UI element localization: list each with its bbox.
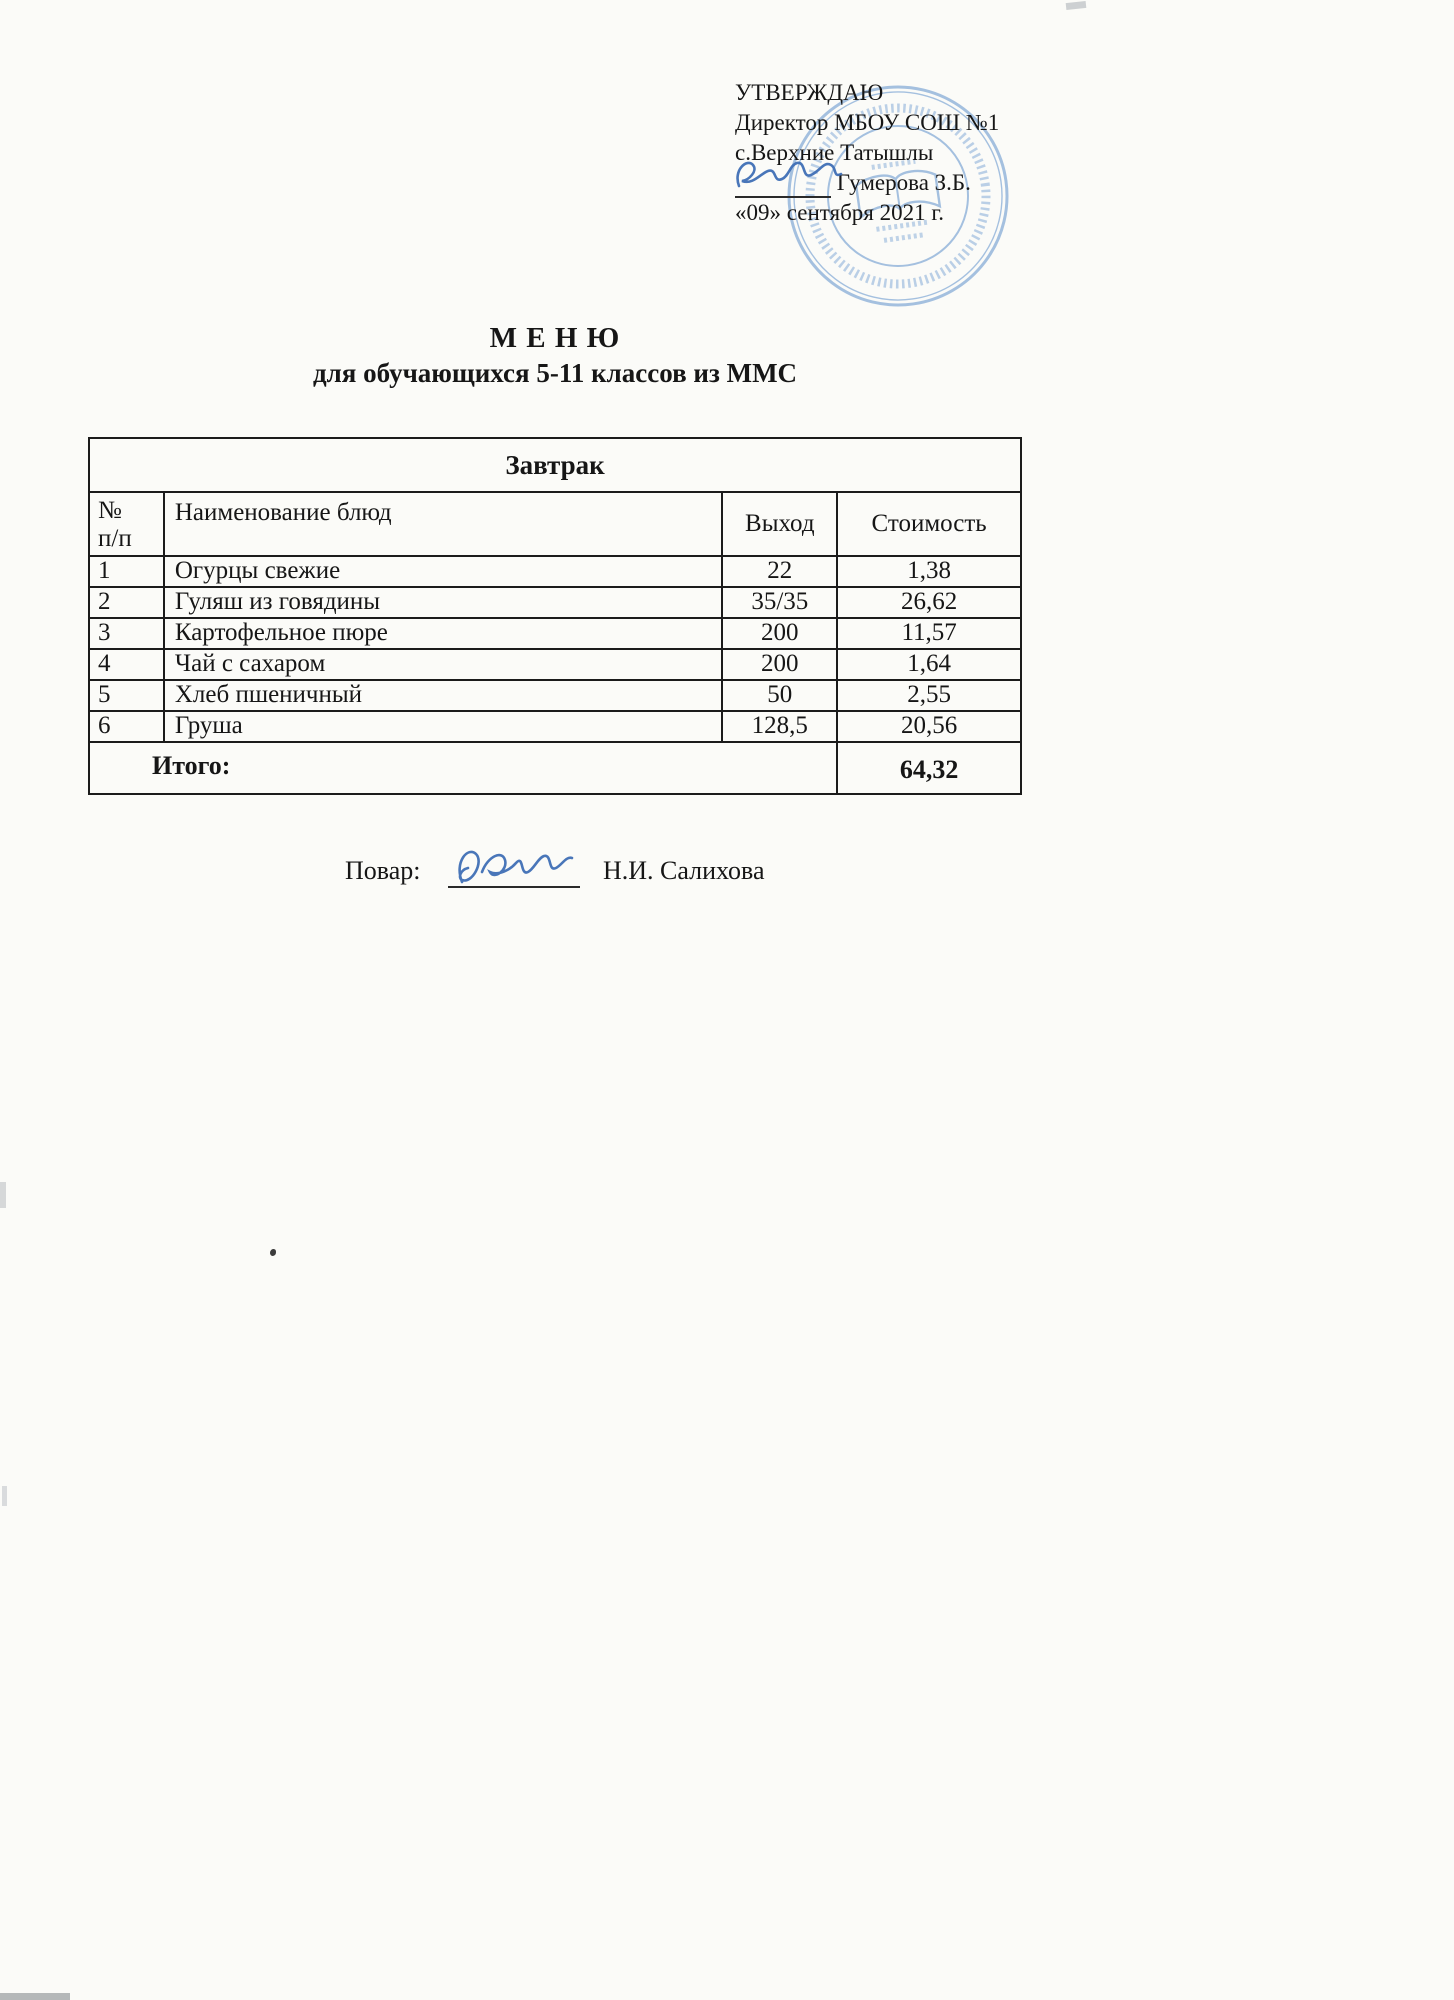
cell-out: 128,5 — [722, 711, 837, 742]
scan-artifact — [1066, 1, 1087, 10]
cook-signature-line — [88, 848, 1022, 896]
col-header-num-line1: № — [98, 497, 122, 524]
table-row — [89, 649, 1021, 680]
approval-signer-name: Гумерова З.Б. — [836, 170, 971, 195]
cell-num: 1 — [89, 556, 164, 587]
total-value: 64,32 — [837, 742, 1021, 794]
col-header-out: Выход — [722, 492, 837, 556]
table-row — [89, 556, 1021, 587]
column-header-row — [89, 492, 1021, 556]
cell-name: Хлеб пшеничный — [164, 680, 723, 711]
meal-header-row — [89, 438, 1021, 492]
table-row — [89, 587, 1021, 618]
approval-title: УТВЕРЖДАЮ — [735, 80, 884, 105]
meal-header-cell: Завтрак — [89, 438, 1021, 492]
cell-cost: 2,55 — [837, 680, 1021, 711]
cell-cost: 20,56 — [837, 711, 1021, 742]
menu-subtitle: для обучающихся 5-11 классов из ММС — [312, 358, 798, 388]
scan-artifact — [0, 1993, 70, 2000]
col-header-num-line2: п/п — [98, 525, 132, 552]
cell-num: 3 — [89, 618, 164, 649]
cell-out: 200 — [722, 618, 837, 649]
table-row — [89, 680, 1021, 711]
cell-num: 2 — [89, 587, 164, 618]
col-header-name: Наименование блюд — [164, 492, 723, 556]
approval-location: с.Верхние Татышлы — [735, 140, 934, 165]
director-signature — [729, 152, 849, 200]
total-row — [89, 742, 1021, 794]
table-row — [89, 711, 1021, 742]
cell-cost: 1,64 — [837, 649, 1021, 680]
approval-director: Директор МБОУ СОШ №1 — [735, 110, 1000, 135]
scan-artifact — [0, 1182, 6, 1208]
cell-out: 200 — [722, 649, 837, 680]
scan-artifact — [2, 1486, 7, 1506]
approval-block — [735, 78, 1035, 228]
cook-signature-wrap — [448, 842, 588, 894]
scan-speck — [270, 1249, 276, 1256]
cell-name: Гуляш из говядины — [164, 587, 723, 618]
cell-cost: 1,38 — [837, 556, 1021, 587]
cook-name: Н.И. Салихова — [603, 856, 765, 885]
cell-cost: 11,57 — [837, 618, 1021, 649]
cell-name: Картофельное пюре — [164, 618, 723, 649]
cell-num: 4 — [89, 649, 164, 680]
cell-num: 5 — [89, 680, 164, 711]
cell-out: 22 — [722, 556, 837, 587]
col-header-num — [89, 492, 164, 556]
cook-label: Повар: — [345, 856, 421, 885]
cell-name: Чай с сахаром — [164, 649, 723, 680]
col-header-cost: Стоимость — [837, 492, 1021, 556]
total-label: Итого: — [89, 742, 837, 794]
cell-name: Огурцы свежие — [164, 556, 723, 587]
cell-name: Груша — [164, 711, 723, 742]
table-row — [89, 618, 1021, 649]
menu-title: М Е Н Ю — [489, 322, 621, 354]
cell-num: 6 — [89, 711, 164, 742]
menu-table — [88, 437, 1022, 795]
cell-out: 50 — [722, 680, 837, 711]
cell-cost: 26,62 — [837, 587, 1021, 618]
cell-out: 35/35 — [722, 587, 837, 618]
approval-signature-row — [735, 168, 1035, 198]
approval-date: «09» сентября 2021 г. — [735, 200, 944, 225]
cook-signature-underline — [448, 886, 580, 888]
